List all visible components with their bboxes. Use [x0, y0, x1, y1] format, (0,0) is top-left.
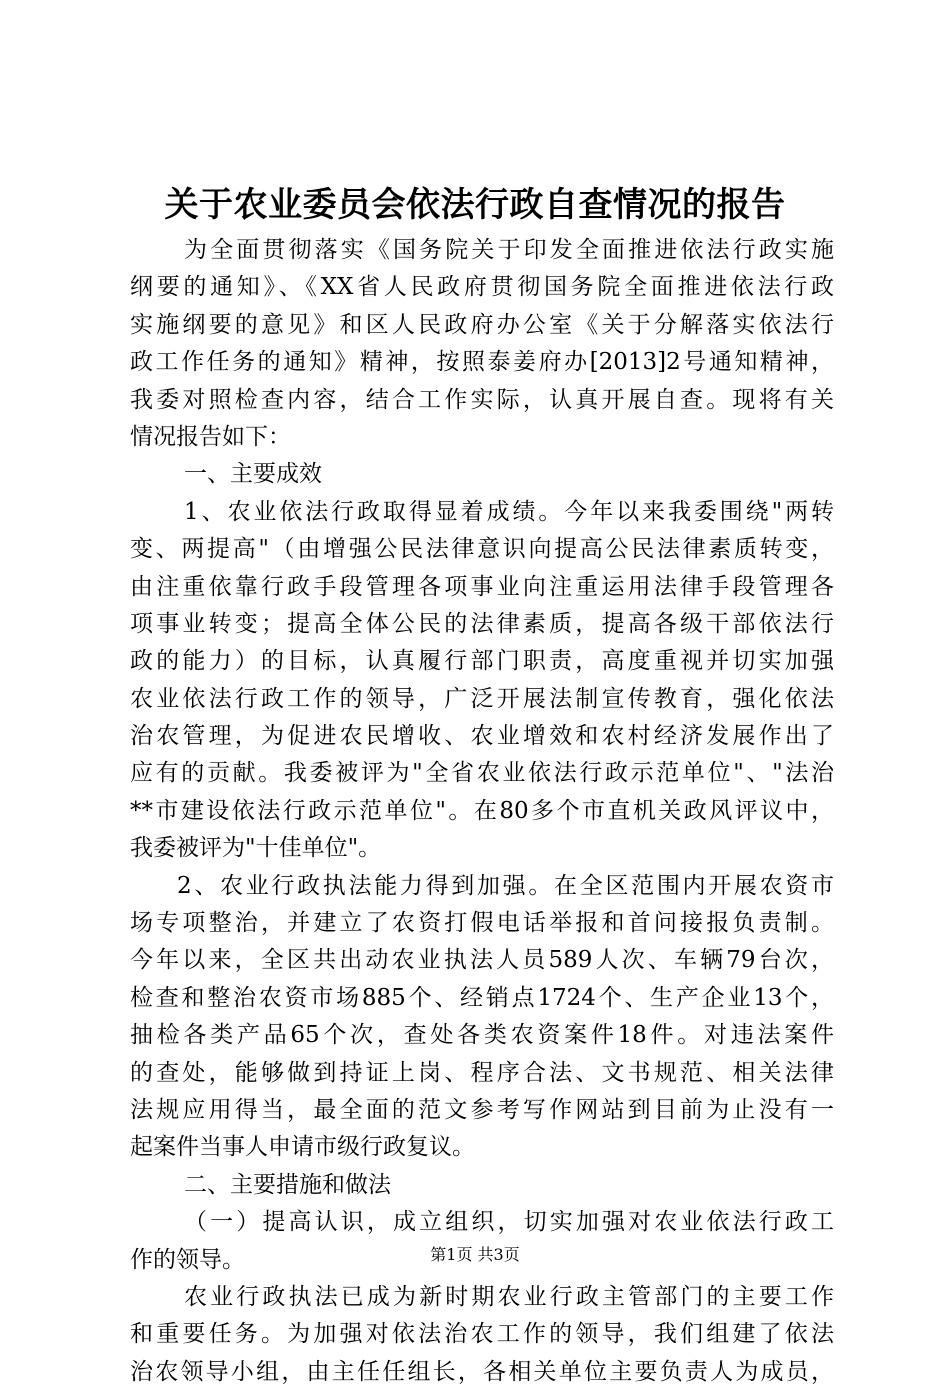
text-line: 场专项整治，并建立了农资打假电话举报和首问接报负责制。 — [130, 910, 834, 937]
text-line: 农业依法行政工作的领导，广泛开展法制宣传教育，强化依法 — [130, 685, 834, 712]
text-line: 由注重依靠行政手段管理各项事业向注重运用法律手段管理各 — [130, 573, 834, 600]
text-line: 法规应用得当，最全面的范文参考写作网站到目前为止没有一 — [130, 1096, 834, 1123]
text-line: 为全面贯彻落实《国务院关于印发全面推进依法行政实施 — [184, 237, 834, 263]
text-line: **市建设依法行政示范单位"。在80多个市直机关政风评议中， — [130, 797, 834, 824]
text-line: 政的能力）的目标，认真履行部门职责，高度重视并切实加强 — [130, 648, 834, 675]
text-line: 作的领导。 — [130, 1246, 245, 1273]
document-title: 关于农业委员会依法行政自查情况的报告 — [164, 185, 786, 225]
text-line: 政工作任务的通知》精神，按照泰姜府办[2013]2号通知精神， — [130, 349, 834, 376]
text-line: 情况报告如下： — [130, 423, 291, 450]
text-line: 我委对照检查内容，结合工作实际，认真开展自查。现将有关 — [130, 386, 834, 413]
text-line: 1、农业依法行政取得显着成绩。今年以来我委围绕"两转 — [184, 498, 834, 525]
text-line: 应有的贡献。我委被评为"全省农业依法行政示范单位"、"法治 — [130, 760, 834, 787]
text-line: 今年以来，全区共出动农业执法人员589人次、车辆79台次， — [130, 947, 834, 974]
text-line: 和重要任务。为加强对依法治农工作的领导，我们组建了依法 — [130, 1321, 834, 1348]
text-line: 治农领导小组，由主任任组长，各相关单位主要负责人为成员， — [130, 1358, 834, 1385]
text-line: 纲要的通知》、《XX省人民政府贯彻国务院全面推进依法行政 — [130, 274, 834, 301]
text-line: 抽检各类产品65个次，查处各类农资案件18件。对违法案件 — [130, 1022, 834, 1049]
text-line: 2、农业行政执法能力得到加强。在全区范围内开展农资市 — [177, 872, 834, 899]
text-line: 我委被评为"十佳单位"。 — [130, 835, 382, 862]
text-line: 项事业转变；提高全体公民的法律素质，提高各级干部依法行 — [130, 610, 834, 637]
text-line: 的查处，能够做到持证上岗、程序合法、文书规范、相关法律 — [130, 1059, 834, 1086]
text-line: 变、两提高"（由增强公民法律意识向提高公民法律素质转变， — [130, 536, 834, 563]
text-line: 农业行政执法已成为新时期农业行政主管部门的主要工作 — [184, 1283, 834, 1310]
document-body — [130, 232, 834, 1391]
text-line: 一、主要成效 — [184, 461, 322, 488]
text-line: （一）提高认识，成立组织，切实加强对农业依法行政工 — [184, 1209, 834, 1236]
page-footer: 第1页 共3页 — [430, 1245, 520, 1264]
text-line: 治农管理，为促进农民增收、农业增效和农村经济发展作出了 — [130, 723, 834, 750]
text-line: 起案件当事人申请市级行政复议。 — [130, 1134, 475, 1161]
text-line: 二、主要措施和做法 — [184, 1171, 391, 1198]
text-line: 检查和整治农资市场885个、经销点1724个、生产企业13个， — [130, 984, 834, 1011]
text-line: 实施纲要的意见》和区人民政府办公室《关于分解落实依法行 — [130, 311, 834, 338]
